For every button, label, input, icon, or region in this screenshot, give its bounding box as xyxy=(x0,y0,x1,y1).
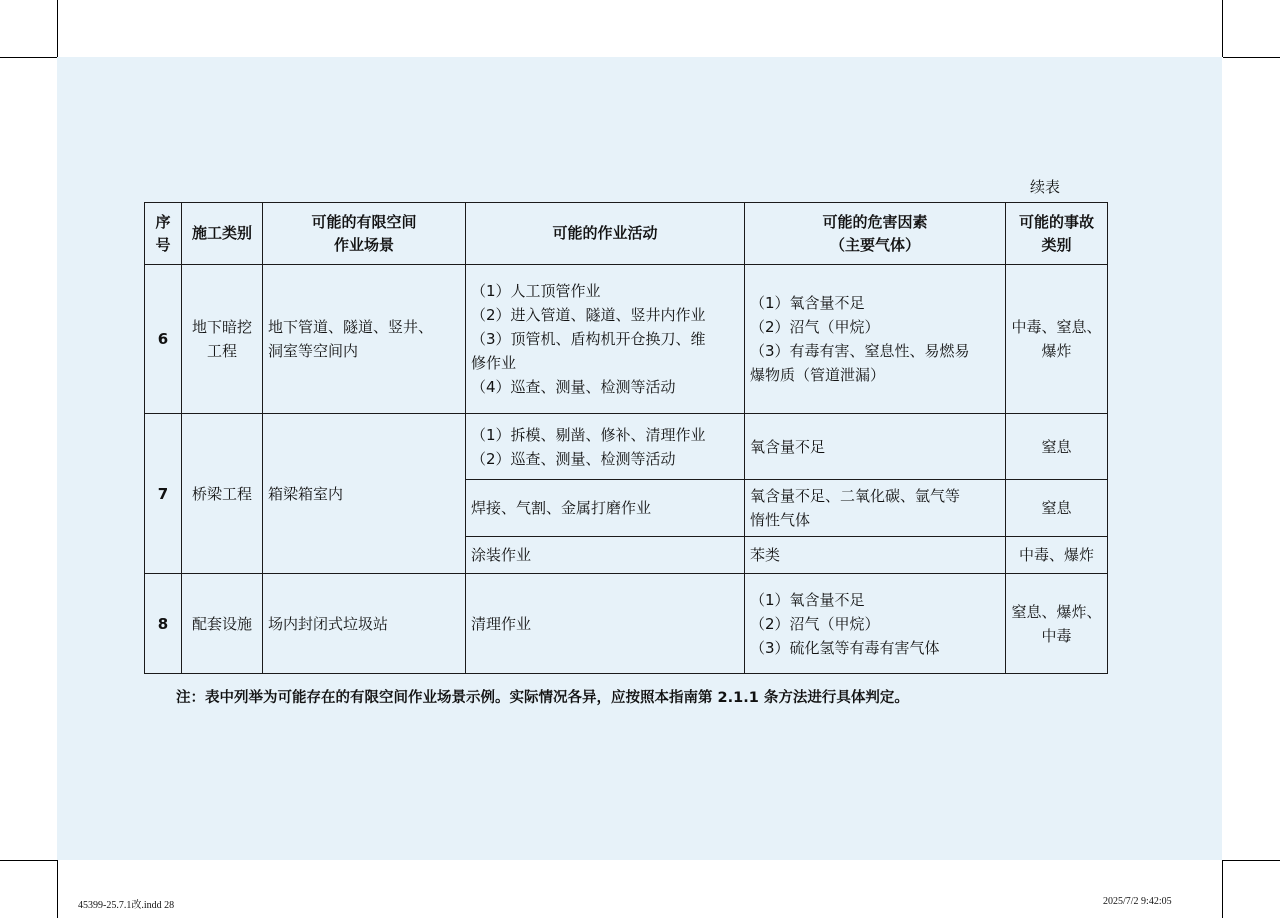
row-hazard: 氧含量不足、二氧化碳、氩气等 惰性气体 xyxy=(745,480,1006,537)
row-hazard: 氧含量不足 xyxy=(745,414,1006,480)
crop-mark xyxy=(1222,860,1223,918)
hazard-table xyxy=(144,202,1108,674)
table-note: 注：表中列举为可能存在的有限空间作业场景示例。实际情况各异，应按照本指南第 2.1.1 条方法进行具体判定。 xyxy=(176,690,909,706)
crop-mark xyxy=(1223,860,1280,861)
header-scene: 可能的有限空间 作业场景 xyxy=(263,203,466,265)
row-scene: 场内封闭式垃圾站 xyxy=(263,574,466,674)
row-accident: 中毒、窒息、 爆炸 xyxy=(1006,265,1108,414)
row-accident: 窒息 xyxy=(1006,414,1108,480)
row-hazard: （1）氧含量不足 （2）沼气（甲烷） （3）有毒有害、窒息性、易燃易 爆物质（管道泄漏） xyxy=(745,265,1006,414)
footer-file-info: 45399-25.7.1改.indd 28 xyxy=(78,900,175,911)
row-hazard: （1）氧含量不足 （2）沼气（甲烷） （3）硫化氢等有毒有害气体 xyxy=(745,574,1006,674)
crop-mark xyxy=(1223,57,1280,58)
header-seq: 序 号 xyxy=(145,203,182,265)
row-seq: 8 xyxy=(145,574,182,674)
footer-timestamp: 2025/7/2 9:42:05 xyxy=(1103,896,1172,907)
crop-mark xyxy=(1222,0,1223,57)
row-seq: 6 xyxy=(145,265,182,414)
crop-mark xyxy=(57,860,58,918)
header-accident: 可能的事故 类别 xyxy=(1006,203,1108,265)
header-category: 施工类别 xyxy=(182,203,263,265)
crop-mark xyxy=(57,0,58,57)
continuation-label: 续表 xyxy=(1030,178,1061,196)
row-activity: 涂装作业 xyxy=(466,537,745,574)
row-activity: 清理作业 xyxy=(466,574,745,674)
header-hazard: 可能的危害因素 （主要气体） xyxy=(745,203,1006,265)
table-row xyxy=(145,414,1108,480)
row-activity: 焊接、气割、金属打磨作业 xyxy=(466,480,745,537)
table-row xyxy=(145,265,1108,414)
row-scene: 地下管道、隧道、竖井、 洞室等空间内 xyxy=(263,265,466,414)
header-activity: 可能的作业活动 xyxy=(466,203,745,265)
crop-mark xyxy=(0,57,57,58)
table-row xyxy=(145,574,1108,674)
row-category: 配套设施 xyxy=(182,574,263,674)
row-seq: 7 xyxy=(145,414,182,574)
row-accident: 中毒、爆炸 xyxy=(1006,537,1108,574)
row-activity: （1）人工顶管作业 （2）进入管道、隧道、竖井内作业 （3）顶管机、盾构机开仓换刀、维 修作业 （4）巡查、测量、检测等活动 xyxy=(466,265,745,414)
row-activity: （1）拆模、剔凿、修补、清理作业 （2）巡查、测量、检测等活动 xyxy=(466,414,745,480)
row-accident: 窒息 xyxy=(1006,480,1108,537)
row-accident: 窒息、爆炸、 中毒 xyxy=(1006,574,1108,674)
row-category: 桥梁工程 xyxy=(182,414,263,574)
row-hazard: 苯类 xyxy=(745,537,1006,574)
row-category: 地下暗挖 工程 xyxy=(182,265,263,414)
table-header-row xyxy=(145,203,1108,265)
crop-mark xyxy=(0,860,57,861)
row-scene: 箱梁箱室内 xyxy=(263,414,466,574)
